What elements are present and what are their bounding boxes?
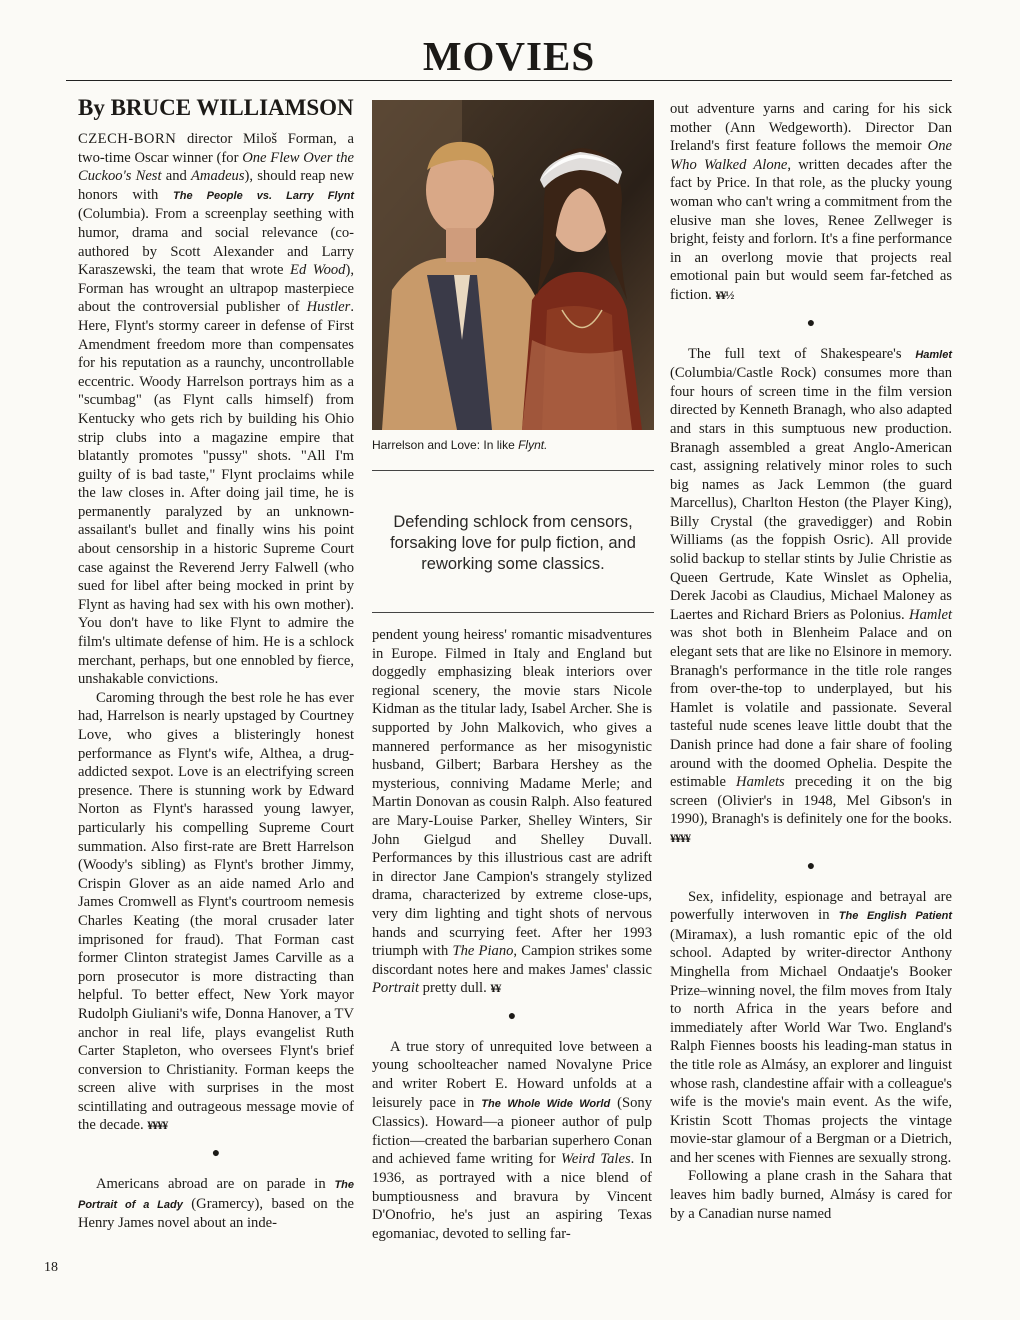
paragraph-harrelson: Caroming through the best role he has ever had, Harrelson is nearly upstaged by Courtney Love, who gives a blisteringly honest performance as Flynt's wife, Althea, a drug-addicted sexpot. Love is an electrifying screen presence. There is stunning work by Edward Norton as Flynt's harassed young lawyer, particularly his compelling Supreme Court summation. Also first-rate are Brett Harrelson (Woody's sibling) as Flynt's brother Jimmy, Crispin Glover as an aide named Arlo and James Cromwell as Flynt's courtroom nemesis Charles Keating (the moral crusader later imprisoned for fraud). That Forman cast former Clinton strategist James Carville as a porn prosecutor is more distracting than helpful. To better effect, New York mayor Rudolph Giuliani's wife, Donna Hanover, a TV anchor in real life, plays evangelist Ruth Carter Stapleton, who oversees Flynt's brief conversion to Christianity. Forman keeps the screen alive with surprises in the most scintillating and outrageous message movie of the decade. ¥¥¥¥ (78, 689, 354, 1134)
pull-quote-rule-bottom (372, 612, 654, 613)
paragraph-larry-flynt: CZECH-BORN director Miloš Forman, a two-time Oscar winner (for One Flew Over the Cuckoo's Nest and Amadeus), should reap new honors with The People vs. Larry Flynt (Columbia). From a screenplay seething with humor, drama and social relevance (co-authored by Scott Alexander and Larry Karaszewski, the team that wrote Ed Wood), Forman has wrought an ultrapop masterpiece about the controversial publisher of Hustler. Here, Flynt's stormy career in defense of First Amendment freedom more than compensates for his reputation as a raunchy, uncontrollable eccentric. Woody Harrelson portrays him as a "scumbag" (as Flynt calls himself) from Kentucky who gets rich by building his Ohio strip clubs into a magazine empire that blatantly promotes "pussy" shots. "All I'm guilty of is bad taste," Flynt proclaims while the law closes in. After doing jail time, he is permanently paralyzed by an unknown-assailant's bullet and finally wins his point about censorship in a historic Supreme Court case against the Reverend Jerry Falwell (who sued for libel after being mocked in print by Flynt as having had sex with his own mother). You don't have to like Flynt to admire the film's ultimate defense of him. He is a schlock merchant, perhaps, but one ennobled by fierce, unshakable convictions. (78, 131, 354, 688)
page-number: 18 (44, 1260, 58, 1275)
film-title: Hamlet (915, 348, 952, 361)
film-title: The Portrait of a Lady (78, 1179, 354, 1211)
section-title: MOVIES (422, 33, 596, 79)
rating: ¥¥¥¥ (670, 830, 690, 845)
paragraph-hamlet: The full text of Shakespeare's Hamlet (Columbia/Castle Rock) consumes more than four hours of screen time in the film version directed by Kenneth Branagh, who also adapted and stars in this sumptuous new production. Branagh assembled a great Anglo-American cast, assigning relatively minor roles to such big names as Jack Lemmon (the guard Marcellus), Charlton Heston (the Player King), Billy Crystal (the gravedigger) and Robin Williams (as the foppish Osric). All provide solid backup to stellar stints by Julie Christie as Queen Gertrude, Kate Winslet as Ophelia, Derek Jacobi as Claudius, Michael Maloney as Laertes and Richard Briers as Polonius. Hamlet was shot both in Blenheim Palace and on elegant sets that are like no Elsinore in memory. Branagh's performance in the title role ranges from over-the-top to underplayed, but his Hamlet is volatile and passionate. Several tasteful nude scenes leave little doubt that the Danish prince had done a fair share of fooling around with the doomed Ophelia. Despite the estimable Hamlets preceding it on the big screen (Olivier's in 1948, Mel Gibson's in 1990), Branagh's is definitely one for the books. ¥¥¥¥ (670, 345, 952, 845)
rating: ¥¥¥¥ (147, 1118, 168, 1133)
film-title: The English Patient (838, 910, 952, 923)
film-title: The People vs. Larry Flynt (173, 189, 354, 202)
section-header (66, 30, 952, 84)
article-column-2 (372, 626, 652, 1243)
article-column-1 (78, 130, 354, 1233)
rating: ¥¥½ (715, 287, 734, 302)
photo-caption: Harrelson and Love: In like Flynt. (372, 438, 548, 452)
pull-quote: Defending schlock from censors, forsaking love for pulp fiction, and reworking some classics. (390, 513, 636, 573)
film-still-photo (372, 100, 654, 430)
rating: ¥¥ (490, 981, 501, 996)
section-dot: ● (211, 1146, 221, 1162)
paragraph-english-patient-2: Following a plane crash in the Sahara that leaves him badly burned, Almásy is cared for by a Canadian nurse named (670, 1168, 952, 1222)
paragraph-whole-wide-world-cont: out adventure yarns and caring for his sick mother (Ann Wedgeworth). Director Dan Ireland's first feature follows the memoir One Who Walked Alone, written decades after the fact by Price. In that role, as the plucky young woman who can't wring a commitment from the elusive man she loves, Renee Zellweger is bright, feisty and forlorn. It's a fine performance in an overlong movie that projects real emotional pain but would seem far-fetched as fiction. ¥¥½ (670, 101, 952, 303)
header-rule (66, 80, 952, 81)
paragraph-english-patient: Sex, infidelity, espionage and betrayal are powerfully interwoven in The English Patient (Miramax), a lush romantic epic of the old school. Adapted by writer-director Anthony Minghella from Michael Ondaatje's Booker Prize–winning novel, the film moves from Italy to north Africa in the years before and immediately after World War Two. England's Ralph Fiennes boosts his leading-man status in the title role as Almásy, an explorer and linguist whose rash, clandestine affair with a colleague's wife is the movie's main event. As the wife, Kristin Scott Thomas projects the vintage movie-star glamour of a Bergman or a Dietrich, and her scenes with Fiennes are sexually strong. (670, 888, 952, 1166)
pull-quote-rule-top (372, 470, 654, 471)
section-dot: ● (507, 1008, 517, 1024)
article-column-3 (670, 100, 952, 1223)
section-dot: ● (806, 858, 816, 874)
film-title: The Whole Wide World (481, 1097, 611, 1110)
byline: By BRUCE WILLIAMSON (78, 95, 354, 120)
lead-in: CZECH-BORN (78, 131, 177, 147)
section-dot: ● (806, 315, 816, 331)
paragraph-whole-wide-world: A true story of unrequited love between a young schoolteacher named Novalyne Price and writer Robert E. Howard unfolds at a leisurely pace in The Whole Wide World (Sony Classics). Howard—a pioneer author of pulp fiction—created the barbarian superhero Conan and achieved fame writing for Weird Tales. In 1936, as portrayed with a nice blend of bumptiousness and bravura by Vincent D'Onofrio, he's just an aspiring Texas egomaniac, devoted to selling far- (372, 1038, 653, 1242)
photo-image (372, 100, 654, 430)
paragraph-portrait-lady: Americans abroad are on parade in The Portrait of a Lady (Gramercy), based on the Henry James novel about an inde- (78, 1176, 354, 1232)
paragraph-portrait-cont: pendent young heiress' romantic misadventures in Europe. Filmed in Italy and England but doggedly emphasizing bleak interiors over regional scenery, the movie stars Nicole Kidman as the titular lady, Isabel Archer. She is supported by John Malkovich, who gives a mannered performance as her misogynistic husband, Gilbert; Barbara Hershey as the mysterious, conniving Madame Merle; and Martin Donovan as cousin Ralph. Also featured are Mary-Louise Parker, Shelley Winters, Sir John Gielgud and Shelley Duvall. Performances by this illustrious cast are adrift in director Jane Campion's strangely stylized drama, characterized by extreme close-ups, very dim lighting and tight shots of nervous hands and scurrying feet. After her 1993 triumph with The Piano, Campion strikes some discordant notes here and makes James' classic Portrait pretty dull. ¥¥ (372, 627, 652, 997)
